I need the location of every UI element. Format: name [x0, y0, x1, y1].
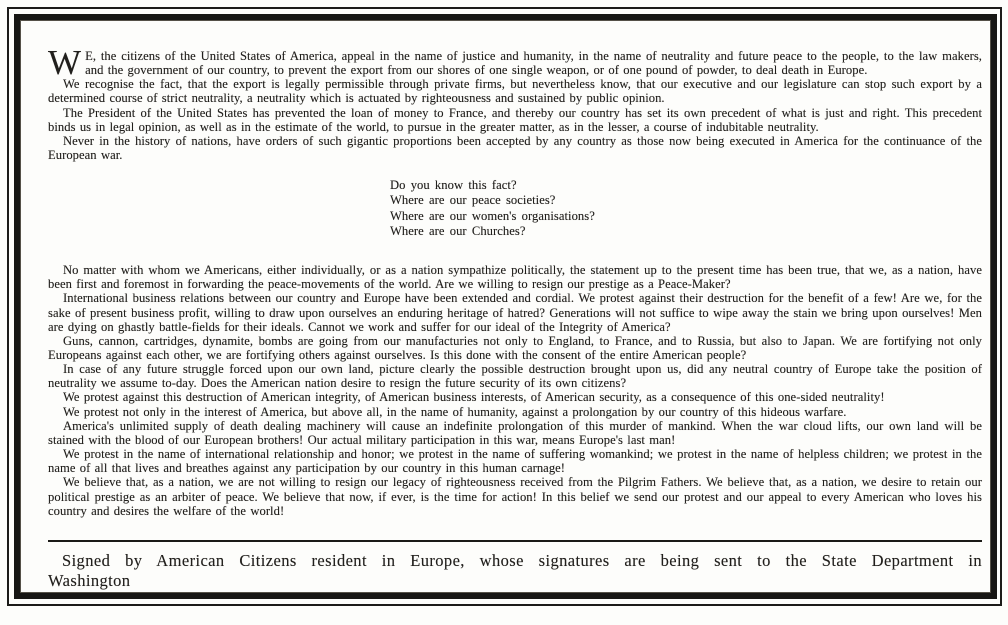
paragraph-we-believe: We believe that, as a nation, we are not willing to resign our legacy of righteousness received from the Pilgrim Fathers. We believe that, as a nation, we desire to retain our political prestige as an arbiter of peace. We believe that now, if ever, is the time for action! In this belief we send our protest and our appeal to every American who loves his country and desires the welfare of the world!	[48, 475, 982, 518]
paragraph-never-in-history: Never in the history of nations, have orders of such gigantic proportions been accepted by any country as those now being executed in America for the continuance of the European war.	[48, 133, 982, 163]
paragraph-business-relations: International business relations between our country and Europe have been extended and cordial. We protest against their destruction for the benefit of a few! Are we, for the sake of present business profit, willing to draw upon ourselves an enduring heritage of hatred? Generations will not suffice to wipe away the stain we bring upon ourselves! Men are dying on ghastly battle-fields for their ideals. Cannot we work and suffer for our ideal of the Integrity of America?	[48, 291, 982, 334]
questions-block	[390, 178, 982, 239]
paragraph-protest-names: We protest in the name of international relationship and honor; we protest in the name of suffering womankind; we protest in the name of helpless children; we protest in the name of all that lives and breathes against any participation by our country in this human carnage!	[48, 447, 982, 476]
appeal-body	[48, 43, 982, 591]
paragraph-death-machinery: America's unlimited supply of death dealing machinery will cause an indefinite prolongation of this murder of mankind. When the war cloud lifts, our own land will be stained with the blood of our European brothers! Our actual military participation in this war, means Europe's last man!	[48, 418, 982, 447]
paragraph-guns-cannon: Guns, cannon, cartridges, dynamite, bombs are going from our manufacturies not only to England, to France, and to Russia, but also to Japan. We are fortifying not only Europeans against each other, we are fortifying others against ourselves. Is this done with the consent of the entire American people?	[48, 333, 982, 362]
drop-cap: W	[48, 43, 82, 82]
opening-paragraph-text: E, the citizens of the United States of America, appeal in the name of justice and humanity, in the name of neutrality and future peace to the people, to the law makers, and the government of our country, to prevent the export from our shores of one single weapon, or of one pound of powder, to deal death in Europe.	[85, 49, 982, 78]
paragraph-no-matter: No matter with whom we Americans, either individually, or as a nation sympathize politically, the statement up to the present time has been true, that we, as a nation, have been first and foremost in forwarding the peace-movements of the world. Are we willing to resign our prestige as a Peace-Maker?	[48, 263, 982, 292]
paragraph-recognise: We recognise the fact, that the export is legally permissible through private firms, but nevertheless know, that our executive and our legislature can stop such export by a determined course of strict neutrality, a neutrality which is actuated by righteousness and sustained by public opinion.	[48, 77, 982, 106]
question-line: Where are our peace societies?	[390, 193, 556, 208]
paragraph-president: The President of the United States has prevented the loan of money to France, and thereby our country has set its own precedent of what is just and right. This precedent binds us in legal opinion, as well as in the estimate of the world, to pursue in the greater matter, as in the lesser, a course of indubitable neutrality.	[48, 105, 982, 134]
question-line: Where are our women's organisations?	[390, 208, 595, 223]
signed-line: Signed by American Citizens resident in Europe, whose signatures are being sent to the State Department in Washington	[48, 550, 982, 590]
question-line: Where are our Churches?	[390, 223, 526, 238]
paragraph-future-struggle: In case of any future struggle forced upon our own land, picture clearly the possible destruction brought upon us, did any neutral country of Europe take the position of neutrality we assume to-day. Does the American nation desire to resign the future security of its own citizens?	[48, 362, 982, 391]
paragraph-protest-humanity: We protest not only in the interest of America, but above all, in the name of humanity, against a prolongation by our country of this hideous warfare.	[63, 404, 847, 419]
question-line: Do you know this fact?	[390, 178, 517, 193]
divider-rule	[48, 540, 982, 542]
opening-paragraph	[48, 43, 982, 82]
paragraph-protest-destruction: We protest against this destruction of American integrity, of American business interests, of American security, as a consequence of this one-sided neutrality!	[63, 390, 885, 405]
